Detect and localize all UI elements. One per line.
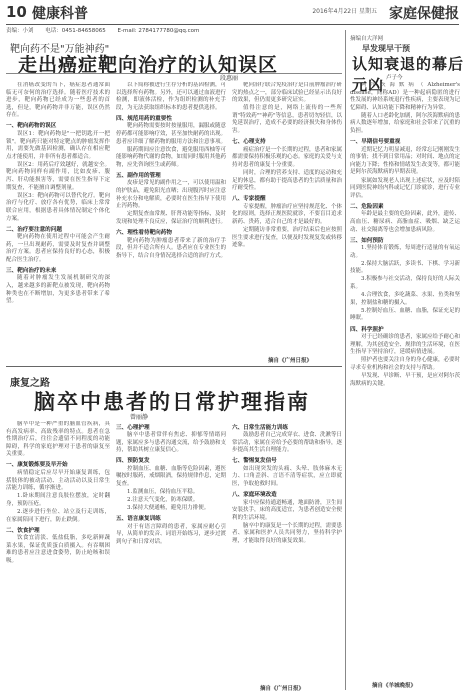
subheading: 二、饮食护理 bbox=[6, 527, 40, 534]
paragraph: 靶向药物需要按时按量服用，漏服或随意停药都可能影响疗效，甚至加快耐药的出现。患者应详细了解药物的服用方法和注意事项。 bbox=[116, 123, 226, 145]
paragraph: 年龄是最主要的危险因素，此外，遗传、高血压、糖尿病、高脂血症、吸烟、缺乏运动、社交隔离等也会增加患病风险。 bbox=[350, 211, 460, 233]
article2-kicker: 康复之路 bbox=[10, 378, 50, 389]
paragraph: 饮食宜清淡、低盐低脂，多吃新鲜蔬菜水果，保证优质蛋白质摄入。有吞咽困难的患者应注意进食姿势，防止呛咳和误吸。 bbox=[6, 535, 110, 564]
paragraph: 2.注意天气变化，防寒保暖。 bbox=[127, 497, 199, 504]
paragraph: 1.监测血压，保持血压平稳。 bbox=[127, 489, 199, 496]
subheading: 五、语言康复训练 bbox=[116, 516, 161, 523]
article2-column-3 bbox=[232, 421, 342, 683]
paragraph: 定期复查血常规、肝肾功能等指标，及时发现和处理不良反应，保证治疗的顺利进行。 bbox=[116, 211, 226, 225]
subheading: 一、早期信号要重视 bbox=[350, 139, 401, 146]
article1-source: 摘自《广州日报》 bbox=[268, 358, 313, 364]
paragraph: 控制血压、血糖、血脂等危险因素，遵医嘱按时服药，戒烟限酒，保持规律作息，定期复查。 bbox=[116, 465, 226, 487]
paragraph: 阿尔茨海默病（Alzheimer's disease，简称AD）是一种起病隐匿的进行性发展的神经系统退行性疾病，主要表现为记忆障碍、认知功能下降和精神行为异常。 bbox=[350, 82, 460, 111]
paragraph: 以下简称被进行生存分析的基因检测，可以选择所有药物。另外，还可以通过血液进行检测，即液体活检，作为组织检测的补充手段，为无法获取组织标本的患者提供选择。 bbox=[116, 82, 226, 111]
page-number: 10 bbox=[6, 3, 27, 21]
subheading: 六、日常生活能力训练 bbox=[232, 424, 288, 431]
article1-byline: 段惠丽 bbox=[220, 75, 239, 82]
paragraph: 2.逐步进行坐位、站立及行走训练，在家属陪同下进行，防止跌倒。 bbox=[6, 508, 110, 523]
paragraph: 照护者也要关注自身的身心健康，必要时寻求专业机构和社会的支持与帮助。 bbox=[350, 357, 460, 371]
paragraph: 家属如发现老人出现上述症状，应及时陪同到医院神经内科或记忆门诊就诊，进行专业评估。 bbox=[350, 177, 460, 199]
newspaper-name: 家庭保健报 bbox=[389, 6, 459, 22]
paragraph: 随着人口老龄化加剧，阿尔茨海默病的患病人数逐年增加，给家庭和社会带来了沉重的负担。 bbox=[350, 112, 460, 135]
article1-column-2 bbox=[116, 82, 226, 362]
paragraph: 4.合理饮食，多吃蔬菜、水果、鱼类和坚果，控制盐和糖的摄入。 bbox=[350, 292, 460, 306]
paragraph: 鼓励患者自己完成穿衣、进食、洗漱等日常活动，家属在旁给予必要的帮助和指导，逐步提高其生活自理能力。 bbox=[232, 432, 342, 454]
article1-title: 走出癌症靶向治疗的认知误区 bbox=[18, 54, 279, 76]
editor-text: 责编：小刘 bbox=[6, 28, 34, 34]
article1-column-1 bbox=[6, 82, 110, 362]
paragraph: 定期随访非常重要，治疗结束后也应按照医生要求进行复查，以便及时发现复发或转移迹象。 bbox=[232, 227, 342, 249]
article2-byline: 曾丽静 bbox=[130, 414, 149, 421]
paragraph: 2.保持大脑活跃，多读书、下棋、学习新技能。 bbox=[350, 260, 460, 275]
subheading: 四、规范用药的重要性 bbox=[116, 115, 172, 122]
article2-source: 摘自《广州日报》 bbox=[260, 686, 305, 692]
contact-line bbox=[6, 26, 209, 34]
subheading: 八、专家提醒 bbox=[232, 196, 266, 203]
paragraph: 靶向药物为肿瘤患者带来了新的治疗手段，但并不适合所有人。患者应在专业医生的指导下，结合自身情况选择合适的治疗方式。 bbox=[116, 237, 226, 259]
sidebar-column bbox=[350, 82, 460, 677]
paragraph: 对于已经确诊的患者，家属应给予耐心和理解，为其创造安全、规律的生活环境，在医生指导下坚持治疗，延缓病情进展。 bbox=[350, 334, 460, 356]
subheading: 二、危险因素 bbox=[350, 203, 384, 210]
paragraph: 服药期间应注意饮食，避免服用西柚等可能影响药物代谢的食物，如需同时服用其他药物，应先咨询医生或药师。 bbox=[116, 146, 226, 168]
paragraph: 靶向治疗联合免疫治疗是目前肿瘤治疗研究的热点之一，部分临床试验已经显示出良好的效果，但仍需更多研究证实。 bbox=[232, 82, 342, 104]
paragraph: 5.控制好血压、血糖、血脂，保证充足的睡眠。 bbox=[350, 307, 460, 322]
section-divider bbox=[6, 366, 342, 367]
issue-date: 2016年4月22日 星期五 bbox=[312, 8, 377, 15]
paragraph: 3.保持大便通畅，避免用力排便。 bbox=[127, 505, 210, 512]
paragraph: 脑卒中是一种严重的脑血管疾病，具有高发病率、高致残率的特点。患者在急性期治疗后，往往会遗留不同程度的功能障碍，科学的家庭护理对于患者的康复至关重要。 bbox=[6, 421, 110, 458]
paragraph: 早发现、早诊断、早干预，是应对阿尔茨海默病的关键。 bbox=[350, 373, 460, 387]
sidebar-title: 认知衰退的幕后元凶 bbox=[352, 55, 465, 94]
paragraph: 癌症治疗是一个长期的过程，患者和家属都需要保持积极乐观的心态。家庭的关爱与支持对患者的康复十分重要。 bbox=[232, 146, 342, 168]
subheading: 三、靶向治疗的未来 bbox=[6, 267, 57, 274]
sidebar-kicker: 早发现早干预 bbox=[362, 44, 410, 53]
paragraph: 脑卒中患者常伴有焦虑、抑郁等情绪问题，家属应多与患者沟通交流，给予鼓励和支持，帮助其树立康复信心。 bbox=[116, 432, 226, 454]
subheading: 六、理性看待靶向药物 bbox=[116, 230, 172, 236]
paragraph: 脑卒中的康复是一个长期的过程，需要患者、家属和医护人员共同努力，坚持科学护理，才能取得良好的康复效果。 bbox=[232, 522, 342, 545]
paragraph: 对于有语言障碍的患者，家属应耐心引导，从简单的发音、词语开始练习，逐步过渡到句子和日常对话。 bbox=[116, 523, 226, 546]
paragraph: 病情稳定后应尽早开始康复训练，包括肢体的被动活动、主动活动以及日常生活能力训练，循序渐进。 bbox=[6, 469, 110, 492]
paragraph: 近期记忆力明显减退，经常忘记刚刚发生的事情；找不到日常用品；对时间、地点的定向能力下降；性格和情绪发生改变等，都可能是阿尔茨海默病的早期表现。 bbox=[350, 146, 460, 176]
subheading: 一、康复锻炼要及早开始 bbox=[6, 462, 68, 469]
article2-column-1 bbox=[6, 421, 110, 689]
paragraph: 在消癌改变的当下，癌症患者通常面临无可奈何的治疗选择。随着医疗技术的进步，靶向药物已经成为一些患者的首选，但是，靶向药物并非万能，误区仍然存在。 bbox=[6, 82, 110, 119]
sidebar-head: 摘编自大洋网 bbox=[350, 36, 384, 42]
section-title: 健康科普 bbox=[32, 6, 88, 22]
sidebar-byline: 卢子今 bbox=[386, 75, 403, 81]
paragraph: 靶向药物在使用过程中可能会产生耐药，一旦出现耐药，需要及时复查并调整治疗方案。患者应保持良好的心态，积极配合医生治疗。 bbox=[6, 234, 110, 263]
article2-column-2 bbox=[116, 421, 226, 689]
paragraph: 误区1：靶向药物是"一把钥匙开一把锁"。靶向药只能对特定靶点的肿瘤发挥作用，需要先做基因检测，确认存在相应靶点才能使用，并非所有患者都适合。 bbox=[6, 130, 110, 160]
sidebar-source: 摘自《羊城晚报》 bbox=[372, 683, 417, 689]
subheading: 七、警惕复发信号 bbox=[232, 458, 277, 465]
paragraph: 误区3：靶向药物可以替代化疗。靶向治疗与化疗、放疗各有优势，临床上常常联合应用，根据患者具体情况制定个体化方案。 bbox=[6, 192, 110, 222]
subheading: 一、靶向药物的误区 bbox=[6, 123, 57, 130]
subheading: 七、心理支持 bbox=[232, 139, 266, 146]
paragraph: 专家提醒，肿瘤治疗应坚持规范化、个体化的原则，选择正规医院就诊，不要盲目追求新药、贵药，适合自己的才是最好的。 bbox=[232, 203, 342, 225]
paragraph: 3.积极参与社交活动，保持良好的人际关系。 bbox=[350, 276, 460, 291]
paragraph: 1.坚持体育锻炼，每周进行适量的有氧运动。 bbox=[350, 245, 460, 259]
paragraph: 1.卧床期间注意良肢位摆放，定时翻身，预防压疮。 bbox=[6, 493, 110, 507]
page-header bbox=[6, 3, 459, 25]
subheading: 四、预防复发 bbox=[116, 458, 150, 465]
email-text: E-mail: 2784177780@qq.com bbox=[117, 28, 200, 34]
subheading: 五、副作用的管理 bbox=[116, 172, 161, 179]
subheading: 四、科学照护 bbox=[350, 326, 384, 333]
column-separator bbox=[345, 30, 346, 690]
article1-column-3 bbox=[232, 82, 342, 362]
paragraph: 如出现突发的头痛、头晕、肢体麻木无力、口角歪斜、言语不清等症状，应立即就医，争取抢救时间。 bbox=[232, 465, 342, 487]
subheading: 三、如何预防 bbox=[350, 237, 384, 244]
paragraph: 同时，合理的营养支持、适度的运动和充足的休息，都有助于提高患者的生活质量和治疗耐受性。 bbox=[232, 169, 342, 192]
subheading: 二、治疗要注意的问题 bbox=[6, 226, 62, 233]
paragraph: 皮疹是常见的副作用之一，可以使用温和的护肤品，避免阳光直晒；出现腹泻时应注意补充水分和电解质，必要时在医生指导下使用止泻药物。 bbox=[116, 180, 226, 210]
subheading: 三、心理护理 bbox=[116, 424, 150, 431]
paragraph: 误区2：用药后疗效越好，就越安全。靶向药物同样有副作用，比如皮疹、腹泻、肝功能损害等，需要在医生指导下定期复查，不能擅自调整剂量。 bbox=[6, 161, 110, 191]
phone-text: 电话：0451-84658065 bbox=[45, 28, 106, 34]
article2-title: 脑卒中患者的日常护理指南 bbox=[34, 390, 310, 414]
subheading: 八、家庭环境改造 bbox=[232, 492, 277, 499]
paragraph: 随着对肿瘤发生发展机制研究的深入，越来越多的新靶点被发现，靶向药物种类也在不断增加，为更多患者带来了希望。 bbox=[6, 275, 110, 305]
paragraph: 值得注意的是，网络上流传的一些所谓"特效药""神药"等信息，患者切勿轻信，以免延误治疗，造成不必要的经济损失和身体伤害。 bbox=[232, 105, 342, 135]
paragraph: 家中应保持通道畅通，地面防滑，卫生间安装扶手，床的高度适宜，为患者创造安全便利的生活环境。 bbox=[232, 499, 342, 521]
article1-kicker: 靶向药不是"万能神药" bbox=[10, 44, 110, 55]
title-rule bbox=[6, 73, 342, 74]
